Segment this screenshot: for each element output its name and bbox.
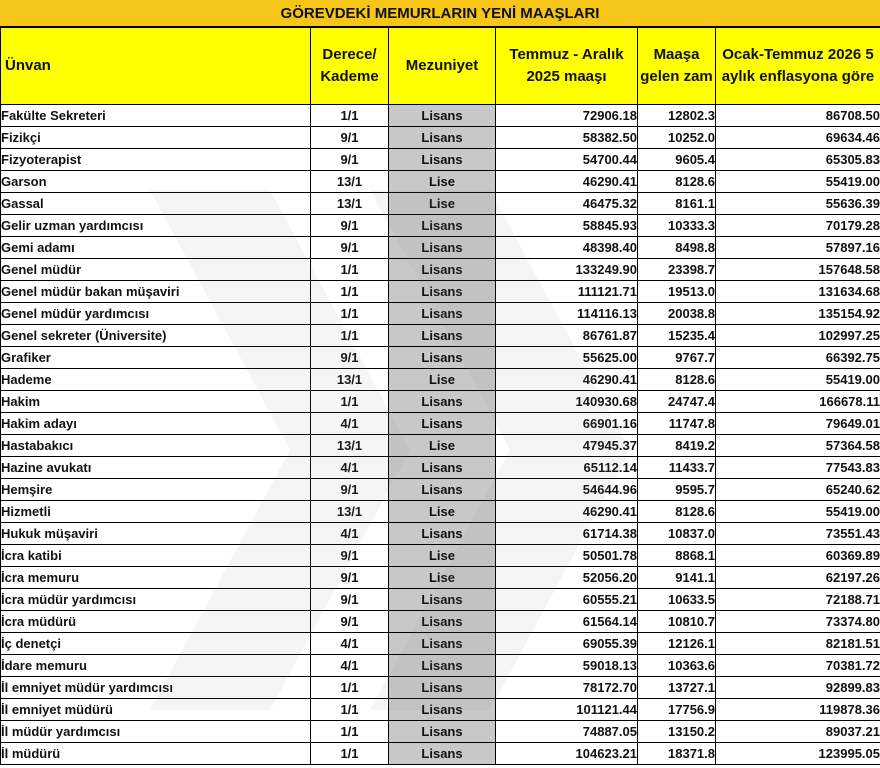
- cell-maas: 46290.41: [496, 369, 638, 391]
- cell-maas: 46475.32: [496, 193, 638, 215]
- cell-derece: 1/1: [311, 325, 389, 347]
- cell-maas: 86761.87: [496, 325, 638, 347]
- cell-zam: 8419.2: [638, 435, 716, 457]
- cell-yeni: 62197.26: [716, 567, 880, 589]
- table-row: [1, 369, 880, 391]
- cell-maas: 133249.90: [496, 259, 638, 281]
- cell-unvan: Genel müdür: [1, 259, 311, 281]
- cell-mezuniyet: Lise: [389, 501, 496, 523]
- cell-yeni: 102997.25: [716, 325, 880, 347]
- cell-unvan: Genel müdür bakan müşaviri: [1, 281, 311, 303]
- cell-mezuniyet: Lisans: [389, 721, 496, 743]
- cell-zam: 8128.6: [638, 171, 716, 193]
- cell-yeni: 57364.58: [716, 435, 880, 457]
- table-row: [1, 655, 880, 677]
- cell-mezuniyet: Lisans: [389, 303, 496, 325]
- table-row: [1, 545, 880, 567]
- cell-yeni: 69634.46: [716, 127, 880, 149]
- cell-maas: 55625.00: [496, 347, 638, 369]
- cell-unvan: Fakülte Sekreteri: [1, 105, 311, 127]
- cell-derece: 1/1: [311, 105, 389, 127]
- table-row: [1, 347, 880, 369]
- cell-mezuniyet: Lisans: [389, 413, 496, 435]
- cell-yeni: 73374.80: [716, 611, 880, 633]
- cell-zam: 9605.4: [638, 149, 716, 171]
- cell-mezuniyet: Lisans: [389, 215, 496, 237]
- table-row: [1, 479, 880, 501]
- cell-mezuniyet: Lisans: [389, 743, 496, 765]
- cell-zam: 9595.7: [638, 479, 716, 501]
- cell-unvan: İdare memuru: [1, 655, 311, 677]
- cell-maas: 47945.37: [496, 435, 638, 457]
- table-row: [1, 171, 880, 193]
- cell-mezuniyet: Lisans: [389, 589, 496, 611]
- cell-unvan: Hastabakıcı: [1, 435, 311, 457]
- cell-mezuniyet: Lisans: [389, 105, 496, 127]
- cell-derece: 1/1: [311, 303, 389, 325]
- cell-yeni: 72188.71: [716, 589, 880, 611]
- table-row: [1, 699, 880, 721]
- cell-zam: 8128.6: [638, 501, 716, 523]
- cell-maas: 140930.68: [496, 391, 638, 413]
- cell-derece: 13/1: [311, 501, 389, 523]
- cell-zam: 18371.8: [638, 743, 716, 765]
- cell-mezuniyet: Lise: [389, 369, 496, 391]
- cell-zam: 9141.1: [638, 567, 716, 589]
- header-derece: [311, 28, 389, 105]
- cell-unvan: Hakim: [1, 391, 311, 413]
- cell-derece: 13/1: [311, 435, 389, 457]
- cell-yeni: 73551.43: [716, 523, 880, 545]
- header-unvan: Ünvan: [1, 28, 311, 105]
- table-row: [1, 215, 880, 237]
- cell-derece: 1/1: [311, 391, 389, 413]
- header-derece-label: Derece/ Kademe: [320, 46, 379, 85]
- cell-derece: 1/1: [311, 699, 389, 721]
- table-row: [1, 391, 880, 413]
- cell-yeni: 131634.68: [716, 281, 880, 303]
- cell-mezuniyet: Lisans: [389, 655, 496, 677]
- header-maas-label: Temmuz - Aralık 2025 maaşı: [509, 46, 624, 85]
- cell-mezuniyet: Lisans: [389, 457, 496, 479]
- table-body: [1, 105, 880, 765]
- table-row: [1, 523, 880, 545]
- cell-derece: 9/1: [311, 545, 389, 567]
- cell-yeni: 60369.89: [716, 545, 880, 567]
- cell-maas: 69055.39: [496, 633, 638, 655]
- cell-mezuniyet: Lise: [389, 435, 496, 457]
- cell-yeni: 65305.83: [716, 149, 880, 171]
- cell-derece: 1/1: [311, 677, 389, 699]
- cell-maas: 54644.96: [496, 479, 638, 501]
- table-row: [1, 743, 880, 765]
- cell-zam: 10363.6: [638, 655, 716, 677]
- header-maas: [496, 28, 638, 105]
- cell-yeni: 166678.11: [716, 391, 880, 413]
- cell-derece: 9/1: [311, 215, 389, 237]
- cell-maas: 111121.71: [496, 281, 638, 303]
- cell-derece: 9/1: [311, 589, 389, 611]
- cell-zam: 19513.0: [638, 281, 716, 303]
- table-row: [1, 325, 880, 347]
- cell-unvan: Hizmetli: [1, 501, 311, 523]
- cell-zam: 10633.5: [638, 589, 716, 611]
- cell-unvan: Gelir uzman yardımcısı: [1, 215, 311, 237]
- cell-yeni: 77543.83: [716, 457, 880, 479]
- cell-yeni: 89037.21: [716, 721, 880, 743]
- header-mezuniyet: Mezuniyet: [389, 28, 496, 105]
- table-row: [1, 303, 880, 325]
- cell-maas: 59018.13: [496, 655, 638, 677]
- cell-unvan: Fizikçi: [1, 127, 311, 149]
- header-yeni: [716, 28, 880, 105]
- table-row: [1, 677, 880, 699]
- cell-unvan: Hazine avukatı: [1, 457, 311, 479]
- cell-yeni: 82181.51: [716, 633, 880, 655]
- cell-maas: 65112.14: [496, 457, 638, 479]
- table-row: [1, 259, 880, 281]
- cell-maas: 48398.40: [496, 237, 638, 259]
- cell-yeni: 79649.01: [716, 413, 880, 435]
- cell-derece: 13/1: [311, 171, 389, 193]
- table-row: [1, 237, 880, 259]
- cell-derece: 13/1: [311, 369, 389, 391]
- cell-yeni: 119878.36: [716, 699, 880, 721]
- cell-yeni: 65240.62: [716, 479, 880, 501]
- cell-yeni: 55419.00: [716, 171, 880, 193]
- cell-zam: 10810.7: [638, 611, 716, 633]
- cell-zam: 8128.6: [638, 369, 716, 391]
- cell-maas: 104623.21: [496, 743, 638, 765]
- cell-mezuniyet: Lisans: [389, 149, 496, 171]
- cell-zam: 11747.8: [638, 413, 716, 435]
- cell-maas: 58382.50: [496, 127, 638, 149]
- cell-derece: 4/1: [311, 457, 389, 479]
- cell-unvan: İç denetçi: [1, 633, 311, 655]
- cell-mezuniyet: Lisans: [389, 677, 496, 699]
- cell-maas: 46290.41: [496, 501, 638, 523]
- cell-zam: 10252.0: [638, 127, 716, 149]
- cell-unvan: İl emniyet müdürü: [1, 699, 311, 721]
- cell-mezuniyet: Lisans: [389, 699, 496, 721]
- cell-maas: 61564.14: [496, 611, 638, 633]
- cell-yeni: 70381.72: [716, 655, 880, 677]
- cell-derece: 1/1: [311, 721, 389, 743]
- cell-maas: 58845.93: [496, 215, 638, 237]
- cell-yeni: 57897.16: [716, 237, 880, 259]
- salary-table: [0, 27, 880, 765]
- header-zam: [638, 28, 716, 105]
- cell-unvan: İl emniyet müdür yardımcısı: [1, 677, 311, 699]
- cell-maas: 50501.78: [496, 545, 638, 567]
- cell-derece: 9/1: [311, 611, 389, 633]
- cell-yeni: 135154.92: [716, 303, 880, 325]
- table-row: [1, 105, 880, 127]
- cell-mezuniyet: Lisans: [389, 259, 496, 281]
- cell-zam: 20038.8: [638, 303, 716, 325]
- cell-zam: 24747.4: [638, 391, 716, 413]
- table-row: [1, 457, 880, 479]
- cell-yeni: 66392.75: [716, 347, 880, 369]
- cell-zam: 17756.9: [638, 699, 716, 721]
- cell-maas: 72906.18: [496, 105, 638, 127]
- cell-yeni: 55636.39: [716, 193, 880, 215]
- cell-unvan: İcra memuru: [1, 567, 311, 589]
- cell-unvan: İcra müdür yardımcısı: [1, 589, 311, 611]
- cell-unvan: Hakim adayı: [1, 413, 311, 435]
- cell-unvan: Hukuk müşaviri: [1, 523, 311, 545]
- cell-mezuniyet: Lisans: [389, 611, 496, 633]
- cell-unvan: İcra katibi: [1, 545, 311, 567]
- cell-unvan: Hemşire: [1, 479, 311, 501]
- cell-yeni: 70179.28: [716, 215, 880, 237]
- cell-unvan: Genel müdür yardımcısı: [1, 303, 311, 325]
- cell-derece: 4/1: [311, 655, 389, 677]
- cell-maas: 54700.44: [496, 149, 638, 171]
- table-row: [1, 721, 880, 743]
- cell-derece: 9/1: [311, 237, 389, 259]
- table-row: [1, 589, 880, 611]
- cell-yeni: 86708.50: [716, 105, 880, 127]
- cell-zam: 13150.2: [638, 721, 716, 743]
- table-row: [1, 611, 880, 633]
- table-row: [1, 193, 880, 215]
- header-row: [1, 28, 880, 105]
- cell-maas: 78172.70: [496, 677, 638, 699]
- cell-unvan: Garson: [1, 171, 311, 193]
- cell-unvan: İl müdürü: [1, 743, 311, 765]
- cell-unvan: İcra müdürü: [1, 611, 311, 633]
- cell-mezuniyet: Lisans: [389, 237, 496, 259]
- cell-zam: 10837.0: [638, 523, 716, 545]
- cell-yeni: 157648.58: [716, 259, 880, 281]
- cell-mezuniyet: Lisans: [389, 127, 496, 149]
- table-row: [1, 281, 880, 303]
- cell-mezuniyet: Lisans: [389, 391, 496, 413]
- table-row: [1, 127, 880, 149]
- table-row: [1, 149, 880, 171]
- cell-unvan: İl müdür yardımcısı: [1, 721, 311, 743]
- cell-mezuniyet: Lise: [389, 567, 496, 589]
- cell-derece: 4/1: [311, 413, 389, 435]
- cell-derece: 9/1: [311, 347, 389, 369]
- cell-maas: 66901.16: [496, 413, 638, 435]
- cell-unvan: Gemi adamı: [1, 237, 311, 259]
- cell-mezuniyet: Lise: [389, 545, 496, 567]
- cell-unvan: Gassal: [1, 193, 311, 215]
- cell-derece: 9/1: [311, 127, 389, 149]
- table-row: [1, 413, 880, 435]
- cell-derece: 1/1: [311, 259, 389, 281]
- table-row: [1, 633, 880, 655]
- cell-derece: 1/1: [311, 281, 389, 303]
- header-zam-label: Maaşa gelen zam: [640, 46, 713, 85]
- cell-mezuniyet: Lisans: [389, 281, 496, 303]
- table-row: [1, 567, 880, 589]
- header-yeni-label: Ocak-Temmuz 2026 5 aylık enflasyona göre: [721, 46, 875, 85]
- cell-unvan: Fizyoterapist: [1, 149, 311, 171]
- cell-maas: 101121.44: [496, 699, 638, 721]
- cell-unvan: Hademe: [1, 369, 311, 391]
- cell-derece: 9/1: [311, 149, 389, 171]
- cell-mezuniyet: Lise: [389, 171, 496, 193]
- cell-zam: 13727.1: [638, 677, 716, 699]
- cell-zam: 23398.7: [638, 259, 716, 281]
- cell-maas: 60555.21: [496, 589, 638, 611]
- cell-mezuniyet: Lisans: [389, 347, 496, 369]
- cell-maas: 74887.05: [496, 721, 638, 743]
- cell-zam: 10333.3: [638, 215, 716, 237]
- cell-mezuniyet: Lisans: [389, 325, 496, 347]
- cell-mezuniyet: Lise: [389, 193, 496, 215]
- cell-zam: 8161.1: [638, 193, 716, 215]
- table-row: [1, 435, 880, 457]
- cell-zam: 8498.8: [638, 237, 716, 259]
- cell-zam: 11433.7: [638, 457, 716, 479]
- cell-yeni: 55419.00: [716, 501, 880, 523]
- cell-maas: 46290.41: [496, 171, 638, 193]
- cell-zam: 12126.1: [638, 633, 716, 655]
- sheet-title: GÖREVDEKİ MEMURLARIN YENİ MAAŞLARI: [0, 0, 880, 27]
- cell-yeni: 55419.00: [716, 369, 880, 391]
- cell-maas: 61714.38: [496, 523, 638, 545]
- cell-mezuniyet: Lisans: [389, 523, 496, 545]
- cell-maas: 114116.13: [496, 303, 638, 325]
- cell-maas: 52056.20: [496, 567, 638, 589]
- cell-unvan: Grafiker: [1, 347, 311, 369]
- cell-unvan: Genel sekreter (Üniversite): [1, 325, 311, 347]
- cell-zam: 15235.4: [638, 325, 716, 347]
- cell-derece: 9/1: [311, 567, 389, 589]
- cell-derece: 9/1: [311, 479, 389, 501]
- cell-derece: 4/1: [311, 633, 389, 655]
- cell-yeni: 123995.05: [716, 743, 880, 765]
- cell-mezuniyet: Lisans: [389, 479, 496, 501]
- cell-derece: 13/1: [311, 193, 389, 215]
- cell-zam: 12802.3: [638, 105, 716, 127]
- cell-zam: 9767.7: [638, 347, 716, 369]
- cell-yeni: 92899.83: [716, 677, 880, 699]
- cell-zam: 8868.1: [638, 545, 716, 567]
- cell-derece: 4/1: [311, 523, 389, 545]
- cell-derece: 1/1: [311, 743, 389, 765]
- table-row: [1, 501, 880, 523]
- cell-mezuniyet: Lisans: [389, 633, 496, 655]
